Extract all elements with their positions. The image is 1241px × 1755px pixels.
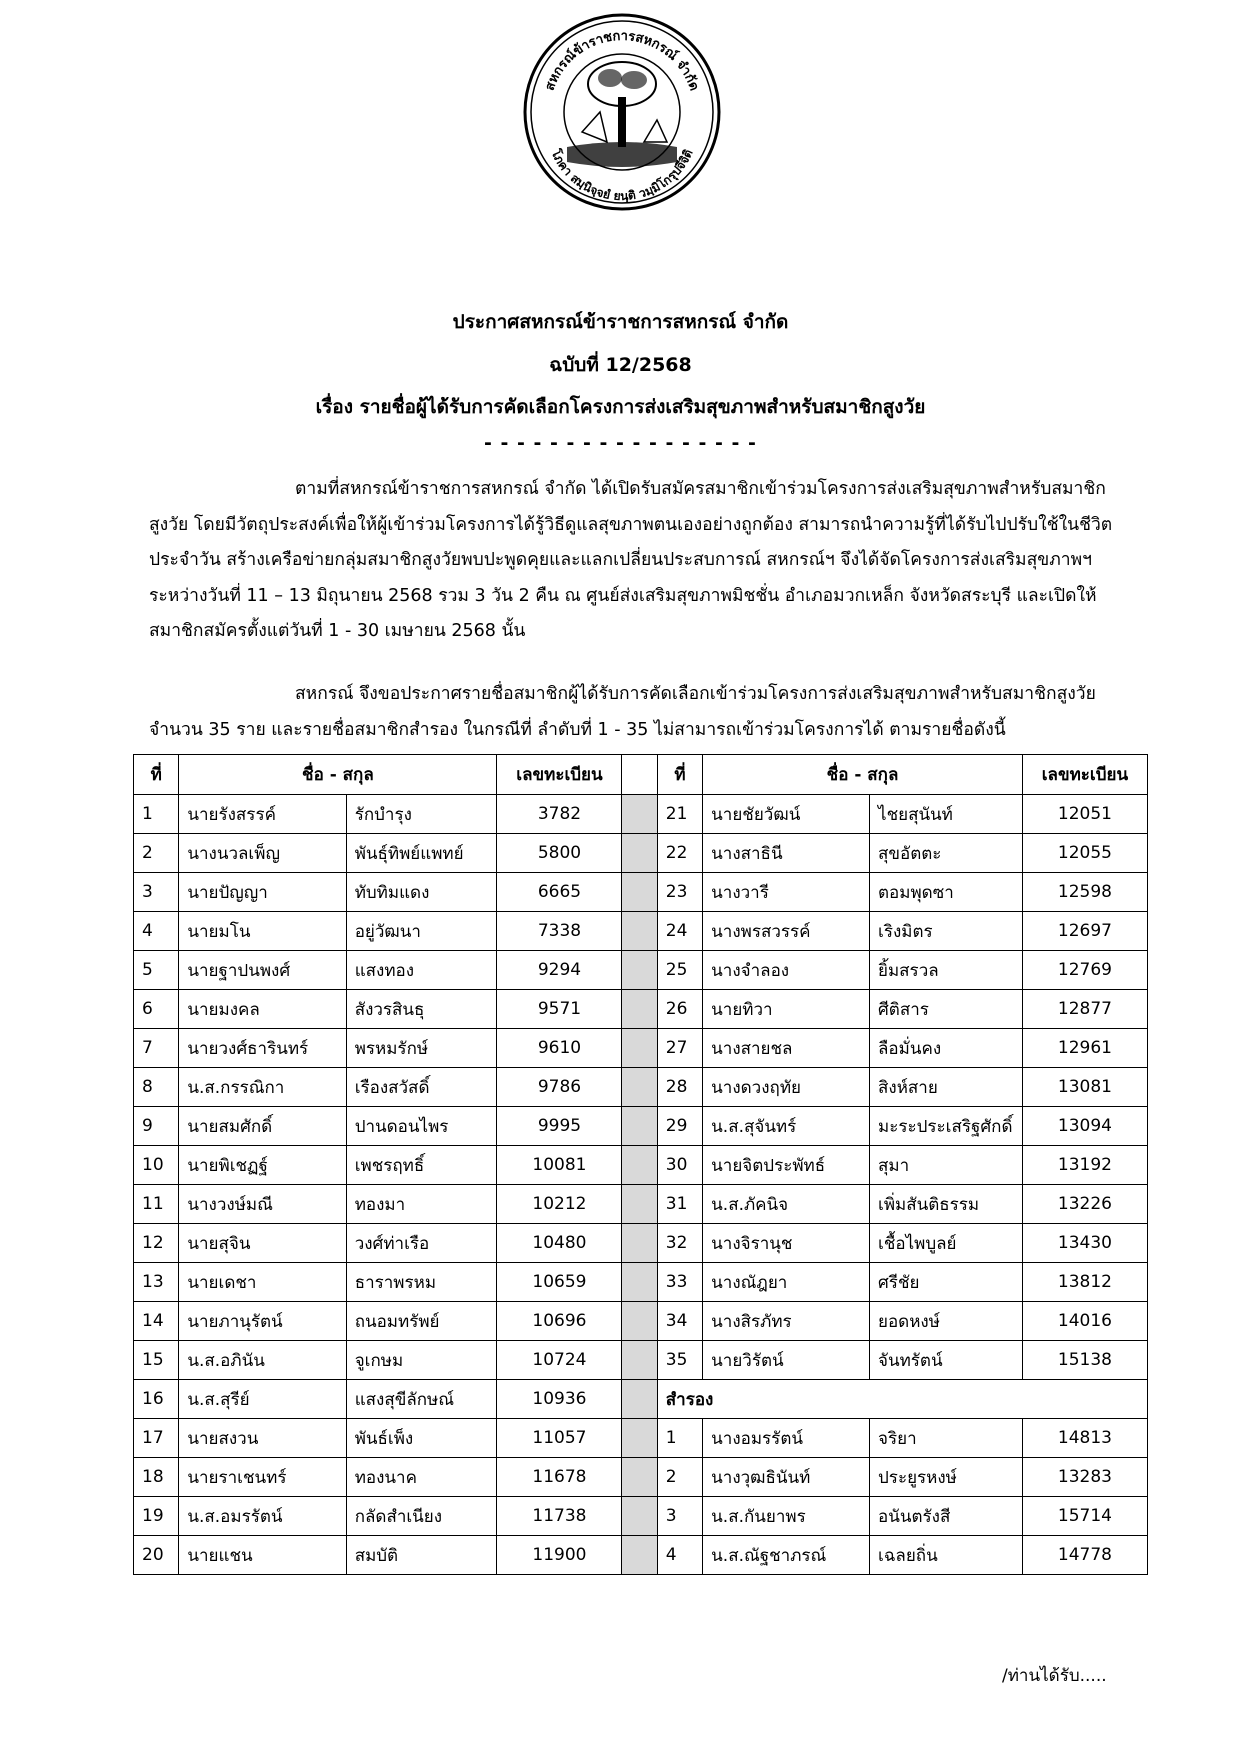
member-no: 3 [134,873,179,912]
member-reg-no: 12055 [1022,834,1147,873]
member-reg-no: 11057 [497,1419,622,1458]
member-first-name: นายทิวา [703,990,870,1029]
member-no: 9 [134,1107,179,1146]
divider [622,834,657,873]
member-no: 13 [134,1263,179,1302]
member-last-name: เพิ่มสันติธรรม [870,1185,1023,1224]
member-first-name: นางณัฎยา [703,1263,870,1302]
seal-bottom-text: โภคา สมฺนิจฺจยํ ยนฺติ วมฺมิโกรุปจีจิติ [548,147,696,204]
divider [622,912,657,951]
selected-members-table [133,754,1148,1575]
divider [622,1068,657,1107]
member-last-name: กลัดสำเนียง [346,1497,497,1536]
member-no: 33 [657,1263,702,1302]
member-no: 25 [657,951,702,990]
member-reg-no: 6665 [497,873,622,912]
table-row [134,912,1148,951]
member-first-name: นางพรสวรรค์ [703,912,870,951]
member-no: 29 [657,1107,702,1146]
member-reg-no: 12697 [1022,912,1147,951]
divider [622,1341,657,1380]
member-first-name: นายชัยวัฒน์ [703,795,870,834]
member-no: 12 [134,1224,179,1263]
body-paragraph-2: สหกรณ์ จึงขอประกาศรายชื่อสมาชิกผู้ได้รับการคัดเลือกเข้าร่วมโครงการส่งเสริมสุขภาพสำหรับสมาชิกสูงวัย จำนวน 35 ราย และรายชื่อสมาชิกสำรอง ในกรณีที่ ลำดับที่ 1 - 35 ไม่สามารถเข้าร่วมโครงการได้ ตามรายชื่อดังนี้ [149,684,1096,740]
member-last-name: สุขอัตตะ [870,834,1023,873]
table-header-row [134,755,1148,795]
reserve-reg-no: 13283 [1022,1458,1147,1497]
member-reg-no: 12769 [1022,951,1147,990]
member-first-name: นายสุจิน [179,1224,346,1263]
member-first-name: นายพิเชฏฐ์ [179,1146,346,1185]
member-reg-no: 13430 [1022,1224,1147,1263]
member-no: 2 [134,834,179,873]
reserve-no: 4 [657,1536,702,1575]
member-last-name: ไชยสุนันท์ [870,795,1023,834]
member-no: 32 [657,1224,702,1263]
member-last-name: ยอดหงษ์ [870,1302,1023,1341]
divider [622,1419,657,1458]
header-name: ชื่อ - สกุล [703,755,1023,795]
member-first-name: นายวิรัตน์ [703,1341,870,1380]
member-no: 15 [134,1341,179,1380]
seal-top-text: สหกรณ์ข้าราชการสหกรณ์ จำกัด [542,28,702,93]
member-reg-no: 10212 [497,1185,622,1224]
member-reg-no: 13226 [1022,1185,1147,1224]
member-no: 26 [657,990,702,1029]
member-reg-no: 9294 [497,951,622,990]
member-last-name: พันธุ์ทิพย์แพทย์ [346,834,497,873]
member-last-name: ลือมั่นคง [870,1029,1023,1068]
divider [622,1263,657,1302]
member-last-name: ธาราพรหม [346,1263,497,1302]
member-no: 20 [134,1536,179,1575]
divider [622,1185,657,1224]
member-first-name: นายสมศักดิ์ [179,1107,346,1146]
member-reg-no: 9610 [497,1029,622,1068]
member-reg-no: 10081 [497,1146,622,1185]
member-last-name: ปานดอนไพร [346,1107,497,1146]
member-first-name: นายฐาปนพงศ์ [179,951,346,990]
divider [622,755,657,795]
member-no: 34 [657,1302,702,1341]
reserve-no: 1 [657,1419,702,1458]
reserve-last-name: ประยูรหงษ์ [870,1458,1023,1497]
member-last-name: เรืองสวัสดิ์ [346,1068,497,1107]
member-last-name: สมบัติ [346,1536,497,1575]
member-first-name: นางวงษ์มณี [179,1185,346,1224]
member-last-name: มะระประเสริฐศักดิ์ [870,1107,1023,1146]
divider [622,873,657,912]
reserve-first-name: น.ส.ณัฐชาภรณ์ [703,1536,870,1575]
table-row [134,1536,1148,1575]
divider [622,1224,657,1263]
announcement-number: ฉบับที่ 12/2568 [549,354,692,376]
reserve-last-name: จริยา [870,1419,1023,1458]
member-last-name: ทองนาค [346,1458,497,1497]
member-first-name: นางจิรานุช [703,1224,870,1263]
member-last-name: ศีติสาร [870,990,1023,1029]
member-reg-no: 15138 [1022,1341,1147,1380]
member-reg-no: 13192 [1022,1146,1147,1185]
divider [622,1497,657,1536]
member-reg-no: 10480 [497,1224,622,1263]
member-first-name: นายเดชา [179,1263,346,1302]
header-name: ชื่อ - สกุล [179,755,497,795]
member-no: 16 [134,1380,179,1419]
announcement-subject: เรื่อง รายชื่อผู้ได้รับการคัดเลือกโครงการส่งเสริมสุขภาพสำหรับสมาชิกสูงวัย [315,396,926,418]
member-reg-no: 13081 [1022,1068,1147,1107]
member-first-name: นายแชน [179,1536,346,1575]
member-reg-no: 10724 [497,1341,622,1380]
member-reg-no: 7338 [497,912,622,951]
member-no: 35 [657,1341,702,1380]
reserve-reg-no: 14778 [1022,1536,1147,1575]
divider [622,1536,657,1575]
member-last-name: วงศ์ท่าเรือ [346,1224,497,1263]
reserve-label: สำรอง [657,1380,1147,1419]
reserve-first-name: น.ส.กันยาพร [703,1497,870,1536]
member-last-name: ทองมา [346,1185,497,1224]
divider [622,990,657,1029]
member-reg-no: 10936 [497,1380,622,1419]
member-first-name: นางดวงฤทัย [703,1068,870,1107]
member-last-name: สังวรสินธุ [346,990,497,1029]
member-reg-no: 13094 [1022,1107,1147,1146]
member-first-name: นางสิรภัทร [703,1302,870,1341]
header-reg: เลขทะเบียน [497,755,622,795]
member-reg-no: 13812 [1022,1263,1147,1302]
member-last-name: อยู่วัฒนา [346,912,497,951]
table-row [134,1224,1148,1263]
divider [622,1380,657,1419]
member-last-name: จูเกษม [346,1341,497,1380]
divider [622,951,657,990]
member-last-name: ถนอมทรัพย์ [346,1302,497,1341]
member-no: 23 [657,873,702,912]
member-last-name: เพชรฤทธิ์ [346,1146,497,1185]
member-no: 31 [657,1185,702,1224]
table-row [134,1341,1148,1380]
reserve-no: 3 [657,1497,702,1536]
member-last-name: จันทรัตน์ [870,1341,1023,1380]
member-no: 17 [134,1419,179,1458]
member-no: 24 [657,912,702,951]
member-first-name: นายภานุรัตน์ [179,1302,346,1341]
member-no: 4 [134,912,179,951]
table-row [134,1497,1148,1536]
member-first-name: นางวารี [703,873,870,912]
member-reg-no: 11738 [497,1497,622,1536]
body-paragraph-1: ตามที่สหกรณ์ข้าราชการสหกรณ์ จำกัด ได้เปิดรับสมัครสมาชิกเข้าร่วมโครงการส่งเสริมสุขภาพสำหรับสมาชิกสูงวัย โดยมีวัตถุประสงค์เพื่อให้ผู้เข้าร่วมโครงการได้รู้วิธีดูแลสุขภาพตนเองอย่างถูกต้อง สามารถนำความรู้ที่ได้รับไปปรับใช้ในชีวิตประจำวัน สร้างเครือข่ายกลุ่มสมาชิกสูงวัยพบปะพูดคุยและแลกเปลี่ยนประสบการณ์ สหกรณ์ฯ จึงได้จัดโครงการส่งเสริมสุขภาพฯ ระหว่างวันที่ 11 – 13 มิถุนายน 2568 รวม 3 วัน 2 คืน ณ ศูนย์ส่งเสริมสุขภาพมิชชั่น อำเภอมวกเหล็ก จังหวัดสระบุรี และเปิดให้สมาชิกสมัครตั้งแต่วันที่ 1 - 30 เมษายน 2568 นั้น [149,479,1113,641]
separator: - - - - - - - - - - - - - - - - - [484,432,757,454]
table-row [134,1068,1148,1107]
member-no: 11 [134,1185,179,1224]
table-row [134,990,1148,1029]
table-row [134,1380,1148,1419]
member-no: 10 [134,1146,179,1185]
cooperative-seal [522,12,722,212]
member-first-name: น.ส.อภินัน [179,1341,346,1380]
member-no: 14 [134,1302,179,1341]
member-reg-no: 9571 [497,990,622,1029]
page-continuation: /ท่านได้รับ..... [1002,1666,1107,1686]
member-first-name: นายสงวน [179,1419,346,1458]
table-row [134,1029,1148,1068]
table-row [134,1263,1148,1302]
member-reg-no: 10659 [497,1263,622,1302]
table-row [134,1302,1148,1341]
member-no: 1 [134,795,179,834]
divider [622,1146,657,1185]
member-no: 5 [134,951,179,990]
member-first-name: นางจำลอง [703,951,870,990]
member-reg-no: 9786 [497,1068,622,1107]
divider [622,1302,657,1341]
divider [622,795,657,834]
member-first-name: น.ส.สุรีย์ [179,1380,346,1419]
member-no: 18 [134,1458,179,1497]
member-first-name: นางสาธินี [703,834,870,873]
table-row [134,1185,1148,1224]
divider [622,1029,657,1068]
member-reg-no: 11678 [497,1458,622,1497]
table-row [134,1419,1148,1458]
member-last-name: ตอมพุดซา [870,873,1023,912]
member-last-name: แสงทอง [346,951,497,990]
member-last-name: ศรีชัย [870,1263,1023,1302]
member-reg-no: 12877 [1022,990,1147,1029]
member-last-name: ยิ้มสรวล [870,951,1023,990]
member-first-name: น.ส.อมรรัตน์ [179,1497,346,1536]
member-reg-no: 14016 [1022,1302,1147,1341]
member-no: 27 [657,1029,702,1068]
announcement-title: ประกาศสหกรณ์ข้าราชการสหกรณ์ จำกัด [452,311,789,333]
header-no: ที่ [134,755,179,795]
member-first-name: น.ส.ภัคนิจ [703,1185,870,1224]
member-first-name: นายจิตประพัทธ์ [703,1146,870,1185]
member-first-name: นายมโน [179,912,346,951]
divider [622,1458,657,1497]
member-last-name: พรหมรักษ์ [346,1029,497,1068]
reserve-last-name: เฉลยถิ่น [870,1536,1023,1575]
member-first-name: นายรังสรรค์ [179,795,346,834]
member-first-name: น.ส.สุจันทร์ [703,1107,870,1146]
member-no: 6 [134,990,179,1029]
table-row [134,1146,1148,1185]
table-row [134,834,1148,873]
member-first-name: นายมงคล [179,990,346,1029]
member-reg-no: 10696 [497,1302,622,1341]
member-reg-no: 12051 [1022,795,1147,834]
member-no: 8 [134,1068,179,1107]
reserve-reg-no: 14813 [1022,1419,1147,1458]
member-reg-no: 11900 [497,1536,622,1575]
member-last-name: สุมา [870,1146,1023,1185]
member-first-name: น.ส.กรรณิกา [179,1068,346,1107]
header-reg: เลขทะเบียน [1022,755,1147,795]
member-first-name: นางสายชล [703,1029,870,1068]
reserve-last-name: อนันตรังสี [870,1497,1023,1536]
member-reg-no: 12961 [1022,1029,1147,1068]
member-last-name: พันธ์เพ็ง [346,1419,497,1458]
member-first-name: นางนวลเพ็ญ [179,834,346,873]
member-first-name: นายปัญญา [179,873,346,912]
member-no: 28 [657,1068,702,1107]
table-row [134,951,1148,990]
divider [622,1107,657,1146]
member-last-name: แสงสุขีลักษณ์ [346,1380,497,1419]
member-no: 19 [134,1497,179,1536]
member-last-name: เริงมิตร [870,912,1023,951]
member-last-name: ทับทิมแดง [346,873,497,912]
member-reg-no: 9995 [497,1107,622,1146]
table-row [134,1107,1148,1146]
member-first-name: นายวงศ์ธารินทร์ [179,1029,346,1068]
member-no: 30 [657,1146,702,1185]
reserve-first-name: นางอมรรัตน์ [703,1419,870,1458]
table-row [134,1458,1148,1497]
reserve-reg-no: 15714 [1022,1497,1147,1536]
reserve-no: 2 [657,1458,702,1497]
member-first-name: นายราเชนทร์ [179,1458,346,1497]
member-reg-no: 3782 [497,795,622,834]
reserve-first-name: นางวุฒธินันท์ [703,1458,870,1497]
member-no: 7 [134,1029,179,1068]
member-last-name: เชื้อไพบูลย์ [870,1224,1023,1263]
member-reg-no: 5800 [497,834,622,873]
member-last-name: รักบำรุง [346,795,497,834]
header-no: ที่ [657,755,702,795]
member-last-name: สิงห์สาย [870,1068,1023,1107]
table-row [134,795,1148,834]
table-row [134,873,1148,912]
member-no: 22 [657,834,702,873]
member-reg-no: 12598 [1022,873,1147,912]
member-no: 21 [657,795,702,834]
